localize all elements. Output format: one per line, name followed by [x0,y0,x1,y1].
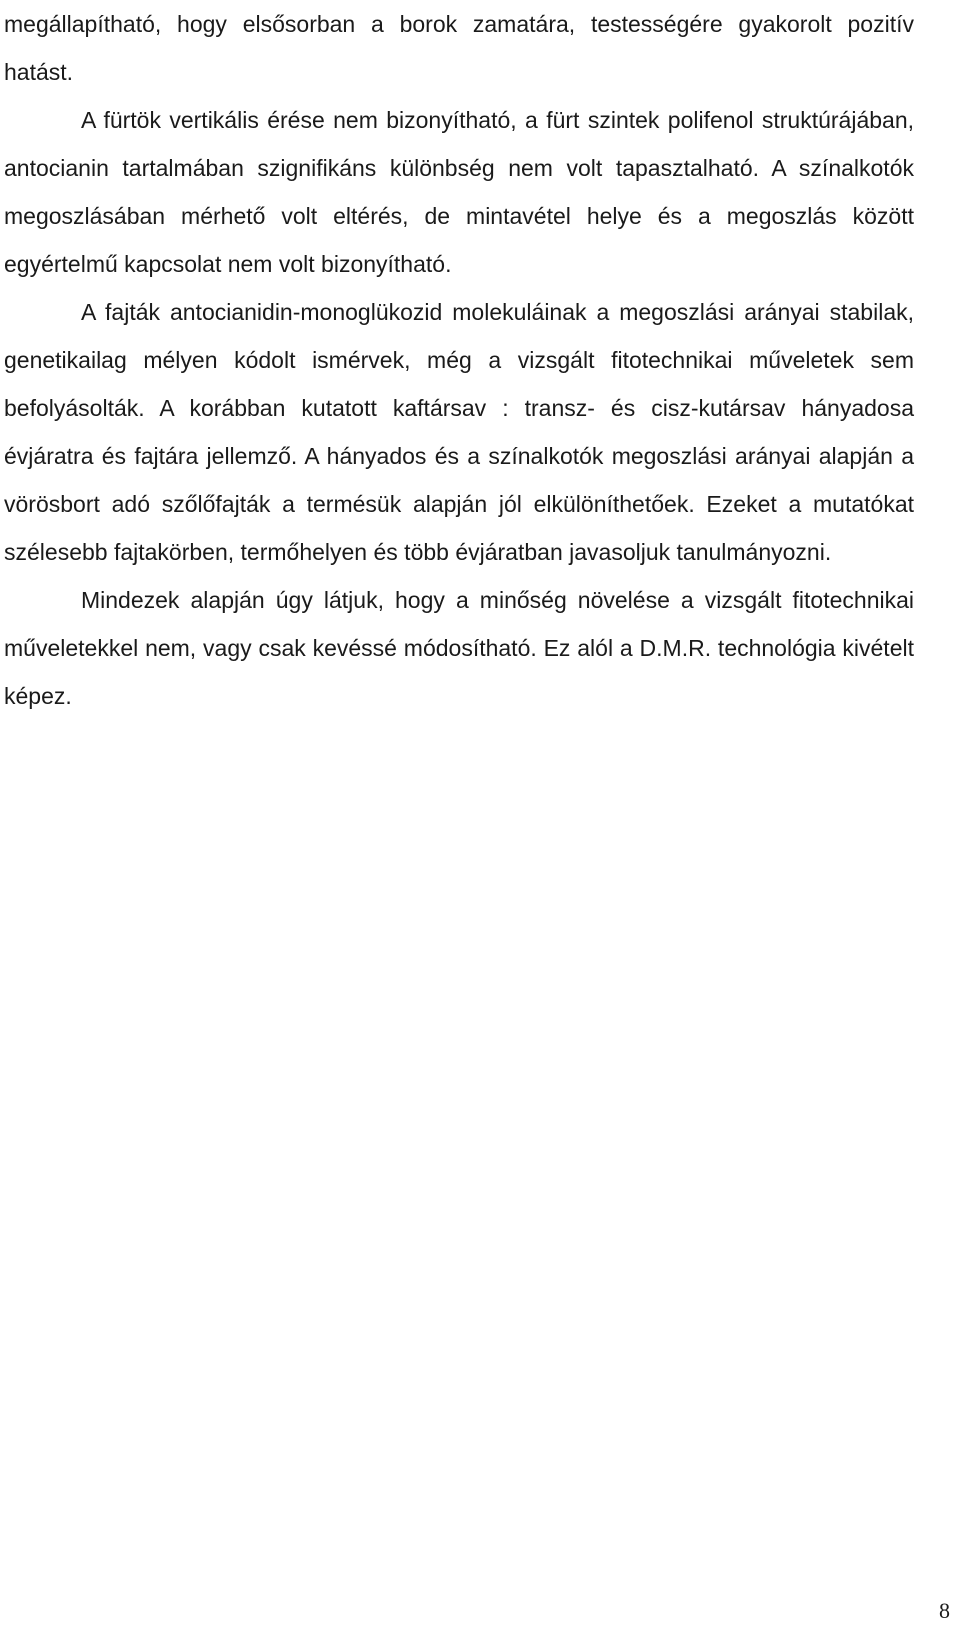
paragraph-anthocyanidin: A fajták antocianidin-monoglükozid molekuláinak a megoszlási arányai stabilak, genetikailag mélyen kódolt ismérvek, még a vizsgált fitotechnikai műveletek sem befolyásolták. A korábban kutatott kaftársav : transz- és cisz-kutársav hányadosa évjáratra és fajtára jellemző. A hányados és a színalkotók megoszlási arányai alapján a vörösbort adó szőlőfajták a termésük alapján jól elkülöníthetőek. Ezeket a mutatókat szélesebb fajtakörben, termőhelyen és több évjáratban javasoljuk tanulmányozni. [4,299,914,565]
document-body [4,0,914,720]
page-number: 8 [939,1598,950,1623]
paragraph-conclusion: Mindezek alapján úgy látjuk, hogy a minőség növelése a vizsgált fitotechnikai műveletekkel nem, vagy csak kevéssé módosítható. Ez alól a D.M.R. technológia kivételt képez. [4,587,914,709]
paragraph-continuation: megállapítható, hogy elsősorban a borok zamatára, testességére gyakorolt pozitív hatást. [4,11,914,85]
paragraph-ripening: A fürtök vertikális érése nem bizonyítható, a fürt szintek polifenol struktúrájában, antocianin tartalmában szignifikáns különbség nem volt tapasztalható. A színalkotók megoszlásában mérhető volt eltérés, de mintavétel helye és a megoszlás között egyértelmű kapcsolat nem volt bizonyítható. [4,107,914,277]
